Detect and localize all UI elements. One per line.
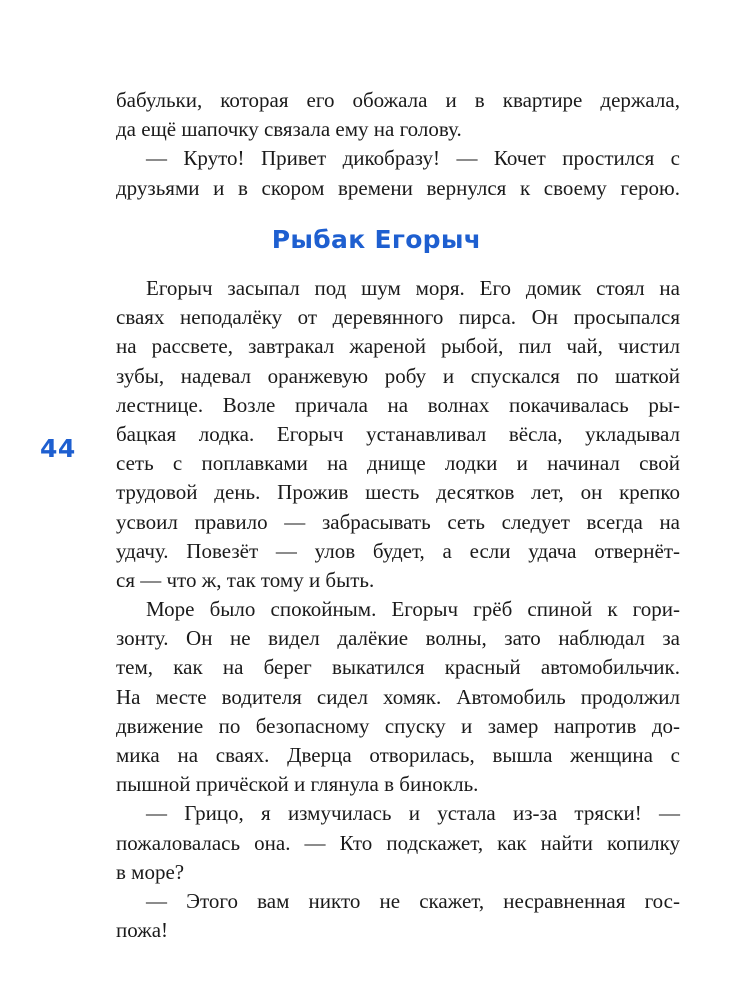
text-line: пожа! <box>116 918 169 943</box>
text-line: — Круто! Привет дикобразу! — Кочет простился с <box>146 146 680 171</box>
text-line: бабульки, которая его обожала и в квартире держала, <box>116 88 680 112</box>
text-line: мика на сваях. Дверца отворилась, вышла женщина с <box>116 743 680 767</box>
page-number: 44 <box>40 434 76 463</box>
text-line: зонту. Он не видел далёкие волны, зато наблюдал за <box>116 626 680 651</box>
text-line: Море было спокойным. Егорыч грёб спиной к гори- <box>146 597 680 622</box>
text-line: сваях неподалёку от деревянного пирса. Он просыпался <box>116 305 680 330</box>
text-line: — Грицо, я измучилась и устала из-за тряски! — <box>146 801 680 826</box>
text-block-body <box>116 274 680 945</box>
text-block-top <box>116 86 680 203</box>
text-line: движение по безопасному спуску и замер напротив до- <box>116 713 680 738</box>
text-line: тем, как на берег выкатился красный автомобильчик. <box>116 655 680 680</box>
text-line: сеть с поплавками на днище лодки и начинал свой <box>116 451 680 476</box>
text-line: бацкая лодка. Егорыч устанавливал вёсла, укладывал <box>116 421 680 446</box>
text-line: На месте водителя сидел хомяк. Автомобиль продолжил <box>116 684 680 709</box>
text-line: Егорыч засыпал под шум моря. Его домик стоял на <box>146 276 680 300</box>
text-line: усвоил правило — забрасывать сеть следует всегда на <box>116 509 680 534</box>
text-line: зубы, надевал оранжевую робу и спускался по шаткой <box>116 363 680 388</box>
text-line: удачу. Повезёт — улов будет, а если удача отвернёт- <box>116 538 680 563</box>
chapter-heading: Рыбак Егорыч <box>271 225 482 254</box>
text-line: трудовой день. Прожив шесть десятков лет, он крепко <box>116 480 680 505</box>
text-line: ся — что ж, так тому и быть. <box>116 567 375 592</box>
text-line: — Этого вам никто не скажет, несравненная гос- <box>146 888 680 913</box>
text-line: пожаловалась она. — Кто подскажет, как найти копилку <box>116 830 680 855</box>
text-line: на рассвете, завтракал жареной рыбой, пил чай, чистил <box>116 334 680 359</box>
text-line: друзьями и в скором времени вернулся к своему герою. <box>116 175 680 200</box>
text-line: пышной причёской и глянула в бинокль. <box>116 772 479 797</box>
text-line: в море? <box>116 859 185 884</box>
text-line: лестнице. Возле причала на волнах покачивалась ры- <box>116 392 680 417</box>
text-line: да ещё шапочку связала ему на голову. <box>116 117 462 142</box>
